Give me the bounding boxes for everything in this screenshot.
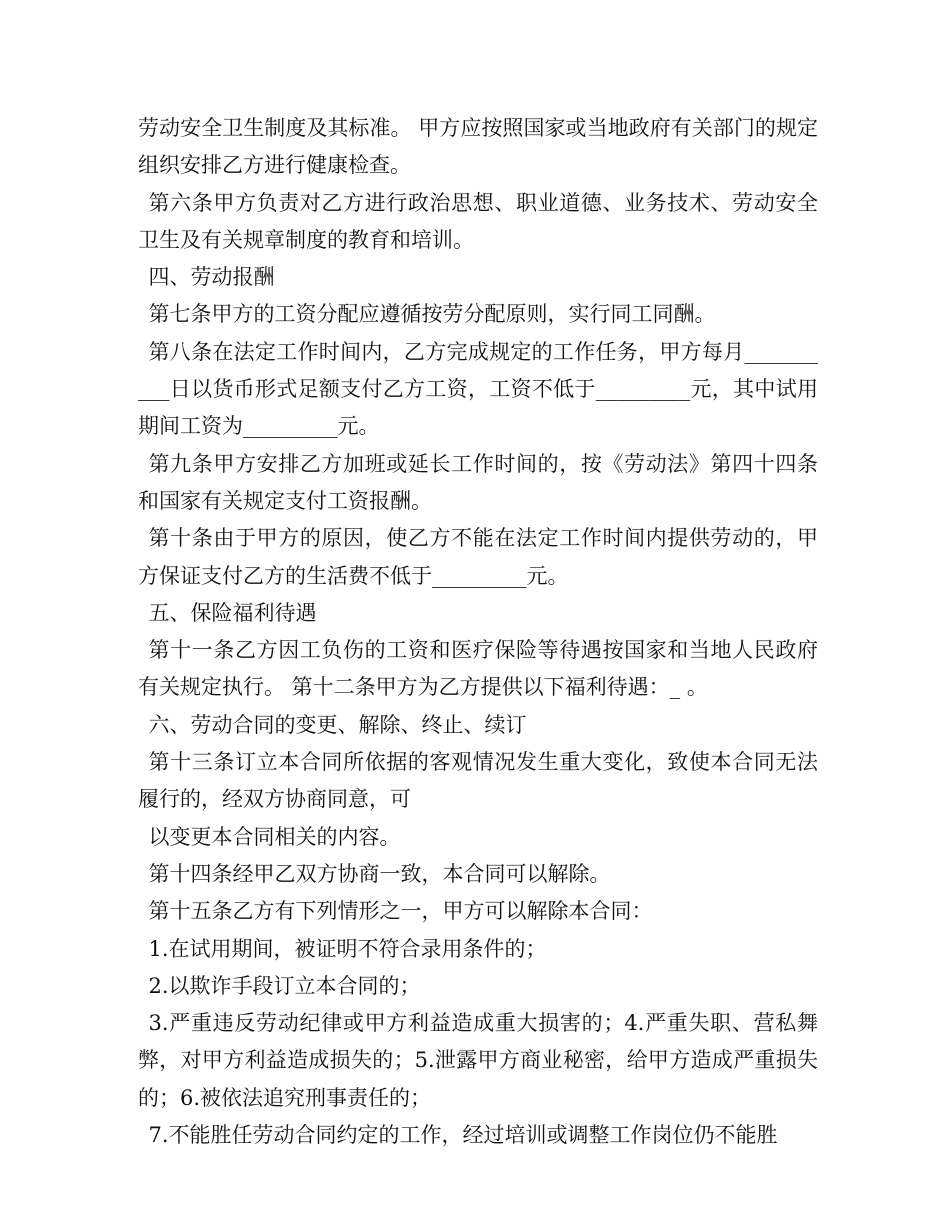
list-item: 2.以欺诈手段订立本合同的； xyxy=(148,973,421,998)
article-11-12: 第十一条乙方因工负伤的工资和医疗保险等待遇按国家和当地人民政府有关规定执行。 第十二条甲方为乙方提供以下福利待遇：_ 。 xyxy=(138,638,818,700)
document-body xyxy=(138,110,818,1154)
article-13: 第十三条订立本合同所依据的客观情况发生重大变化，致使本合同无法履行的，经双方协商同意，可 xyxy=(138,750,818,812)
article-6: 第六条甲方负责对乙方进行政治思想、职业道德、业务技术、劳动安全卫生及有关规章制度的教育和培训。 xyxy=(138,190,818,252)
article-9: 第九条甲方安排乙方加班或延长工作时间的，按《劳动法》第四十四条和国家有关规定支付工资报酬。 xyxy=(138,451,818,513)
article-14: 第十四条经甲乙双方协商一致，本合同可以解除。 xyxy=(148,861,611,886)
article-13-continued: 以变更本合同相关的内容。 xyxy=(148,824,401,849)
section-heading-compensation: 四、劳动报酬 xyxy=(148,265,275,290)
list-item: 7.不能胜任劳动合同约定的工作，经过培训或调整工作岗位仍不能胜 xyxy=(148,1123,778,1148)
section-heading-insurance: 五、保险福利待遇 xyxy=(148,600,317,625)
article-7: 第七条甲方的工资分配应遵循按劳分配原则，实行同工同酬。 xyxy=(148,302,716,327)
paragraph: 劳动安全卫生制度及其标准。 甲方应按照国家或当地政府有关部门的规定组织安排乙方进行健康检查。 xyxy=(138,116,818,178)
list-item: 1.在试用期间，被证明不符合录用条件的； xyxy=(148,936,547,961)
article-15: 第十五条乙方有下列情形之一，甲方可以解除本合同： xyxy=(148,899,653,924)
article-8: 第八条在法定工作时间内，乙方完成规定的工作任务，甲方每月__________日以货币形式足额支付乙方工资，工资不低于_________元，其中试用期间工资为_________元。 xyxy=(138,339,818,439)
section-heading-contract-changes: 六、劳动合同的变更、解除、终止、续订 xyxy=(148,712,527,737)
article-10: 第十条由于甲方的原因，使乙方不能在法定工作时间内提供劳动的，甲方保证支付乙方的生活费不低于_________元。 xyxy=(138,526,818,588)
list-item: 3.严重违反劳动纪律或甲方利益造成重大损害的；4.严重失职、营私舞弊，对甲方利益造成损失的；5.泄露甲方商业秘密，给甲方造成严重损失的；6.被依法追究刑事责任的； xyxy=(138,1011,818,1110)
